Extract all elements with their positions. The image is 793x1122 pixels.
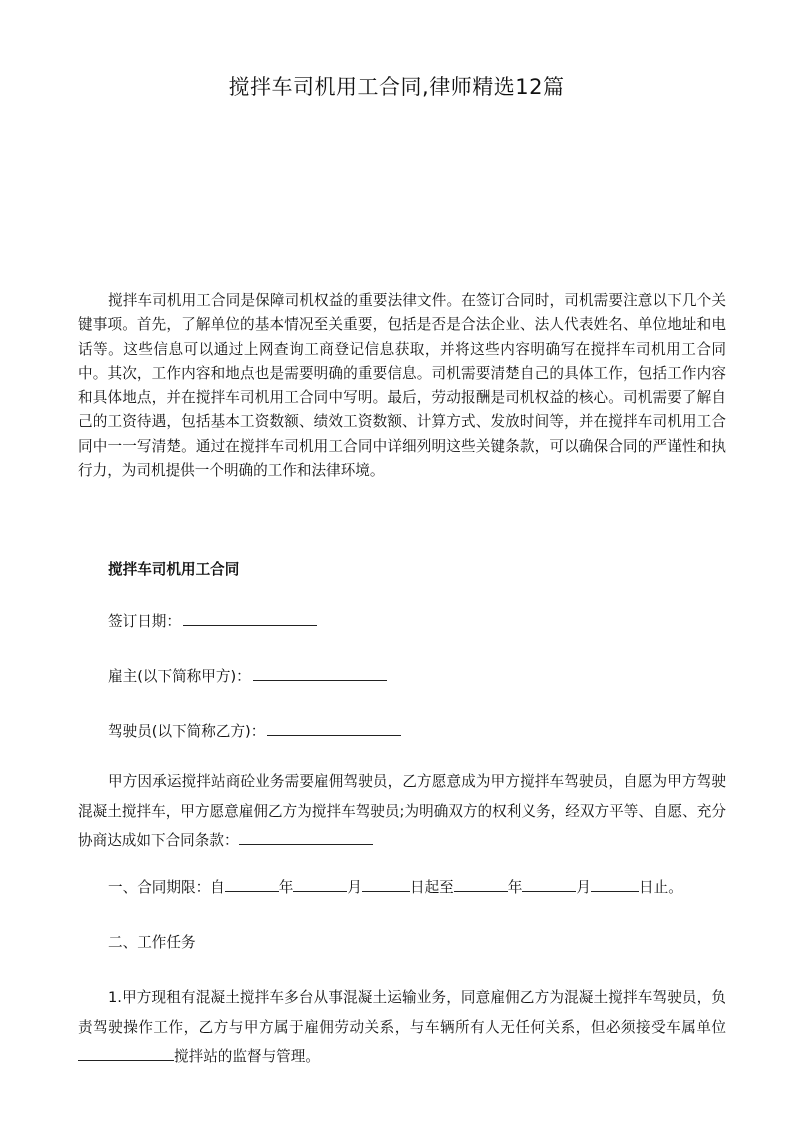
clause-1-tail: 搅拌站的监督与管理。	[174, 1048, 320, 1065]
driver-field	[108, 720, 401, 744]
term-day2-blank	[591, 877, 639, 892]
term-year1-blank	[225, 877, 279, 892]
sign-date-blank	[183, 611, 317, 626]
driver-blank	[267, 721, 401, 736]
intro-paragraph: 搅拌车司机用工合同是保障司机权益的重要法律文件。在签订合同时，司机需要注意以下几个关键事项。首先，了解单位的基本情况至关重要，包括是否是合法企业、法人代表姓名、单位地址和电话等。这些信息可以通过上网查询工商登记信息获取，并将这些内容明确写在搅拌车司机用工合同中。其次，工作内容和地点也是需要明确的重要信息。司机需要清楚自己的具体工作，包括工作内容和具体地点，并在搅拌车司机用工合同中写明。最后，劳动报酬是司机权益的核心。司机需要了解自己的工资待遇，包括基本工资数额、绩效工资数额、计算方式、发放时间等，并在搅拌车司机用工合同中一一写清楚。通过在搅拌车司机用工合同中详细列明这些关键条款，可以确保合同的严谨性和执行力，为司机提供一个明确的工作和法律环境。	[78, 292, 726, 480]
employer-field	[108, 665, 387, 689]
document-title: 搅拌车司机用工合同,律师精选12篇	[228, 75, 565, 99]
driver-label: 驾驶员(以下简称乙方)：	[108, 723, 266, 740]
term-day1: 日起至	[409, 879, 454, 896]
term-month2-blank	[522, 877, 576, 892]
term-prefix: 一、合同期限：自	[108, 879, 225, 896]
sign-date-field	[108, 610, 317, 634]
term-month1: 月	[347, 879, 362, 896]
clause-1-blank	[78, 1046, 174, 1061]
employer-label: 雇主(以下简称甲方)：	[108, 668, 251, 685]
term-year2: 年	[507, 879, 523, 896]
preamble-blank	[239, 830, 373, 845]
clause-1-text: 1.甲方现租有混凝土搅拌车多台从事混凝土运输业务，同意雇佣乙方为混凝土搅拌车驾驶员，负责驾驶操作工作，乙方与甲方属于雇佣劳动关系，与车辆所有人无任何关系，但必须接受车属单位	[78, 989, 726, 1036]
term-day2: 日止。	[639, 879, 683, 896]
preamble-text: 甲方因承运搅拌站商砼业务需要雇佣驾驶员，乙方愿意成为甲方搅拌车驾驶员，自愿为甲方驾驶混凝土搅拌车，甲方愿意雇佣乙方为搅拌车驾驶员;为明确双方的权利义务，经双方平等、自愿、充分协商达成如下合同条款：	[78, 773, 726, 849]
term-month1-blank	[293, 877, 347, 892]
term-year2-blank	[454, 877, 508, 892]
term-year1: 年	[278, 879, 294, 896]
preamble-paragraph	[78, 767, 726, 856]
contract-term-line	[108, 876, 683, 900]
sign-date-label: 签订日期：	[108, 613, 181, 630]
contract-heading: 搅拌车司机用工合同	[108, 561, 240, 578]
section-2-heading: 二、工作任务	[108, 934, 196, 951]
term-day1-blank	[362, 877, 410, 892]
term-month2: 月	[576, 879, 591, 896]
clause-1-paragraph	[78, 983, 726, 1072]
employer-blank	[253, 666, 387, 681]
